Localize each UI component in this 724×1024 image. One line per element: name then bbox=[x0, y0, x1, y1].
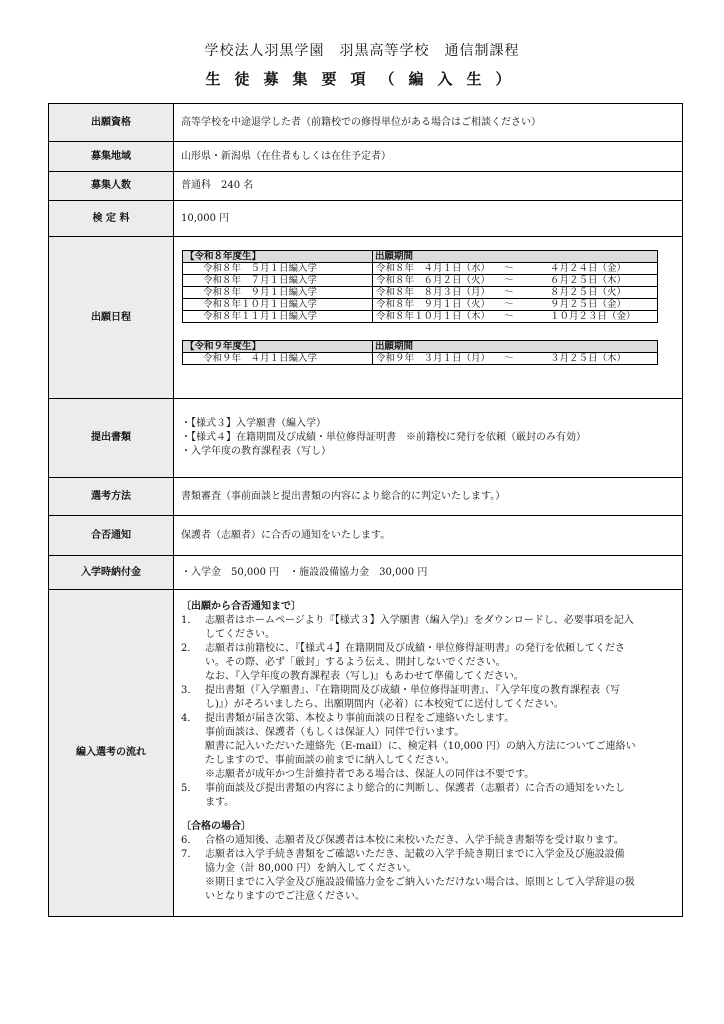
step-number: 1． bbox=[181, 615, 198, 626]
application-period bbox=[373, 287, 658, 299]
schedule-header bbox=[183, 251, 658, 263]
document-item: ・入学年度の教育課程表（写し） bbox=[181, 446, 331, 457]
value-notice: 保護者（志願者）に合否の通知をいたします。 bbox=[174, 516, 683, 556]
schedule-year-label: 【令和９年度生】 bbox=[183, 341, 373, 353]
entry-date: 令和８年 ５月１日編入学 bbox=[183, 263, 373, 275]
label-flow: 編入選考の流れ bbox=[49, 590, 174, 917]
period-start: 令和９年 ３月１日（月） bbox=[376, 353, 491, 364]
period-start: 令和８年 ６月２日（火） bbox=[376, 275, 491, 286]
flow-step bbox=[181, 848, 676, 904]
label-fee: 検 定 料 bbox=[49, 201, 174, 237]
row-payment bbox=[49, 556, 683, 590]
row-selection bbox=[49, 478, 683, 516]
application-period bbox=[373, 299, 658, 311]
step-line: 志願者はホームページより『【様式３】入学願書（編入学)』をダウンロードし、必要事項を記入 bbox=[205, 615, 634, 626]
flow-step bbox=[181, 712, 676, 782]
step-line: ※期日までに入学金及び施設設備協力金をご納入いただけない場合は、原則として入学辞退の扱 bbox=[205, 877, 635, 888]
step-line: 志願者は入学手続き書類をご確認いただき、記載の入学手続き期日までに入学金及び施設設備 bbox=[205, 849, 625, 860]
row-area bbox=[49, 142, 683, 172]
step-line: してください。 bbox=[205, 629, 275, 640]
period-end: ４月２４日（金） bbox=[550, 263, 627, 274]
label-notice: 合否通知 bbox=[49, 516, 174, 556]
document-item: ・【様式３】入学願書（編入学） bbox=[181, 418, 326, 429]
step-line: 志願者は前籍校に、『【様式４】在籍期間及び成績・単位修得証明書』の発行を依頼してくださ bbox=[205, 643, 625, 654]
value-payment: ・入学金 50,000 円 ・施設設備協力金 30,000 円 bbox=[174, 556, 683, 590]
label-payment: 入学時納付金 bbox=[49, 556, 174, 590]
period-start: 令和８年 ８月３日（月） bbox=[376, 287, 491, 298]
row-fee bbox=[49, 201, 683, 237]
schedule-row bbox=[183, 311, 658, 323]
step-text bbox=[205, 834, 676, 848]
flow-step bbox=[181, 614, 676, 642]
value-qualification: 高等学校を中途退学した者（前籍校での修得単位がある場合はご相談ください） bbox=[174, 104, 683, 142]
step-line: し)』）がそろいましたら、出願期間内（必着）に本校宛てに送付してください。 bbox=[205, 699, 564, 710]
schedule-row bbox=[183, 353, 658, 365]
step-number: 4． bbox=[181, 713, 198, 724]
schedule-row bbox=[183, 263, 658, 275]
flow-heading-pass: 〔合格の場合〕 bbox=[181, 821, 251, 832]
label-documents: 提出書類 bbox=[49, 399, 174, 478]
step-number: 2． bbox=[181, 643, 198, 654]
flow-step bbox=[181, 642, 676, 684]
row-notice bbox=[49, 516, 683, 556]
value-documents bbox=[174, 399, 683, 478]
row-flow bbox=[49, 590, 683, 917]
period-end: ３月２５日（木） bbox=[550, 353, 627, 364]
label-schedule: 出願日程 bbox=[49, 237, 174, 399]
requirements-table bbox=[48, 103, 683, 917]
row-documents bbox=[49, 399, 683, 478]
flow-step bbox=[181, 782, 676, 810]
schedule-row bbox=[183, 299, 658, 311]
schedule-table-r8 bbox=[182, 250, 658, 323]
step-number: 3． bbox=[181, 685, 198, 696]
period-end: ８月２５日（火） bbox=[550, 287, 627, 298]
label-qualification: 出願資格 bbox=[49, 104, 174, 142]
step-line: ※志願者が成年かつ生計維持者である場合は、保証人の同伴は不要です。 bbox=[205, 769, 535, 780]
period-tilde: ～ bbox=[504, 287, 514, 298]
value-capacity: 普通科 240 名 bbox=[174, 172, 683, 201]
row-qualification bbox=[49, 104, 683, 142]
flow-step bbox=[181, 834, 676, 848]
schedule-row bbox=[183, 275, 658, 287]
step-number: 6． bbox=[181, 835, 198, 846]
period-tilde: ～ bbox=[504, 299, 514, 310]
period-tilde: ～ bbox=[504, 263, 514, 274]
application-period bbox=[373, 353, 658, 365]
entry-date: 令和８年１１月１日編入学 bbox=[183, 311, 373, 323]
flow-heading-application: 〔出願から合否通知まで〕 bbox=[181, 601, 301, 612]
step-text bbox=[205, 614, 676, 642]
period-end: ９月２５日（金） bbox=[550, 299, 627, 310]
period-end: ６月２５日（木） bbox=[550, 275, 627, 286]
period-tilde: ～ bbox=[504, 353, 514, 364]
value-flow bbox=[174, 590, 683, 917]
entry-date: 令和９年 ４月１日編入学 bbox=[183, 353, 373, 365]
schedule-period-label: 出願期間 bbox=[373, 251, 658, 263]
step-text bbox=[205, 712, 676, 782]
entry-date: 令和８年１０月１日編入学 bbox=[183, 299, 373, 311]
step-line: い。その際、必ず「厳封」するよう伝え、開封しないでください。 bbox=[205, 657, 506, 668]
period-start: 令和８年 ９月１日（火） bbox=[376, 299, 491, 310]
document-item: ・【様式４】在籍期間及び成績・単位修得証明書 ※前籍校に発行を依頼（厳封のみ有効） bbox=[181, 432, 586, 443]
schedule-year-label: 【令和８年度生】 bbox=[183, 251, 373, 263]
row-schedule bbox=[49, 237, 683, 399]
step-line: ます。 bbox=[205, 797, 235, 808]
value-selection: 書類審査（事前面談と提出書類の内容により総合的に判定いたします。） bbox=[174, 478, 683, 516]
step-line: 合格の通知後、志願者及び保護者は本校に来校いただき、入学手続き書類等を受け取ります。 bbox=[205, 835, 624, 846]
step-number: 7． bbox=[181, 849, 198, 860]
label-capacity: 募集人数 bbox=[49, 172, 174, 201]
value-area: 山形県・新潟県（在住者もしくは在住予定者） bbox=[174, 142, 683, 172]
step-line: 事前面談は、保護者（もしくは保証人）同伴で行います。 bbox=[205, 727, 465, 738]
application-period bbox=[373, 275, 658, 287]
entry-date: 令和８年 ７月１日編入学 bbox=[183, 275, 373, 287]
step-line: 提出書類が届き次第、本校より事前面談の日程をご連絡いたします。 bbox=[205, 713, 515, 724]
period-tilde: ～ bbox=[504, 275, 514, 286]
period-start: 令和８年 ４月１日（水） bbox=[376, 263, 491, 274]
step-line: なお、『入学年度の教育課程表（写し)』もあわせて準備してください。 bbox=[205, 671, 524, 682]
label-selection: 選考方法 bbox=[49, 478, 174, 516]
school-name: 学校法人羽黒学園 羽黒高等学校 通信制課程 bbox=[204, 43, 520, 59]
value-fee: 10,000 円 bbox=[174, 201, 683, 237]
step-text bbox=[205, 684, 676, 712]
step-line: 事前面談及び提出書類の内容により総合的に判断し、保護者（志願者）に合否の通知をいたし bbox=[205, 783, 625, 794]
step-line: 協力金（計 80,000 円）を納入してください。 bbox=[205, 863, 417, 874]
value-schedule bbox=[174, 237, 683, 399]
period-end: １０月２３日（金） bbox=[550, 311, 636, 322]
step-line: いとなりますのでご注意ください。 bbox=[205, 891, 365, 902]
entry-date: 令和８年 ９月１日編入学 bbox=[183, 287, 373, 299]
row-capacity bbox=[49, 172, 683, 201]
schedule-row bbox=[183, 287, 658, 299]
step-line: たしますので、事前面談の前までに納入してください。 bbox=[205, 755, 455, 766]
label-area: 募集地域 bbox=[49, 142, 174, 172]
step-line: 願書に記入いただいた連絡先（E-mail）に、検定料（10,000 円）の納入方法についてご連絡い bbox=[205, 741, 636, 752]
schedule-header bbox=[183, 341, 658, 353]
schedule-period-label: 出願期間 bbox=[373, 341, 658, 353]
application-period bbox=[373, 311, 658, 323]
period-tilde: ～ bbox=[504, 311, 514, 322]
application-period bbox=[373, 263, 658, 275]
step-text bbox=[205, 848, 676, 904]
step-line: 提出書類（『入学願書』、『在籍期間及び成績・単位修得証明書』、『入学年度の教育課程表（写 bbox=[205, 685, 620, 696]
flow-step bbox=[181, 684, 676, 712]
document-title: 生徒募集要項（編入生） bbox=[205, 70, 525, 88]
period-start: 令和８年１０月１日（木） bbox=[376, 311, 491, 322]
step-number: 5． bbox=[181, 783, 198, 794]
schedule-table-r9 bbox=[182, 340, 658, 365]
step-text bbox=[205, 782, 676, 810]
step-text bbox=[205, 642, 676, 684]
